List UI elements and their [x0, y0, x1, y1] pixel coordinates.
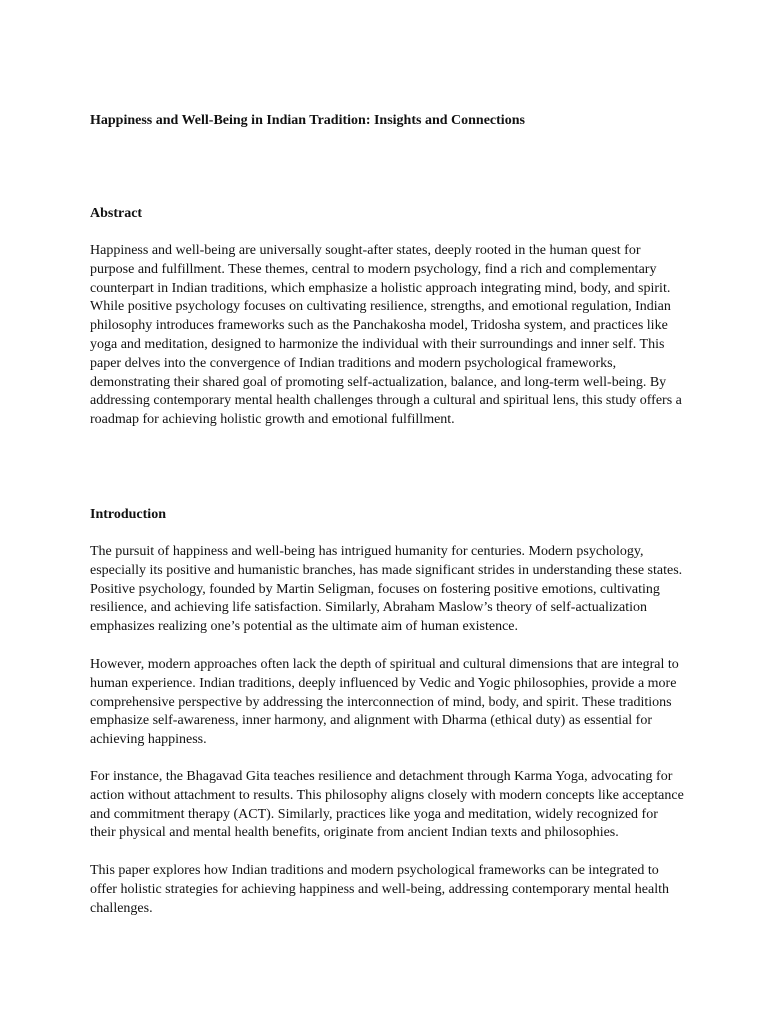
text-line: roadmap for achieving holistic growth and emotional fulfillment.	[90, 412, 455, 428]
abstract-heading: Abstract	[90, 206, 143, 221]
introduction-heading: Introduction	[90, 507, 166, 522]
text-line: demonstrating their shared goal of promoting self-actualization, balance, and long-term well-being. By	[90, 374, 667, 390]
text-line: The pursuit of happiness and well-being has intrigued humanity for centuries. Modern psychology,	[90, 544, 644, 559]
text-line: offer holistic strategies for achieving happiness and well-being, addressing contemporary mental health	[90, 881, 670, 897]
text-line: achieving happiness.	[90, 732, 207, 748]
text-line: human experience. Indian traditions, deeply influenced by Vedic and Yogic philosophies, provide a more	[90, 675, 677, 691]
text-line: Positive psychology, founded by Martin Seligman, focuses on fostering positive emotions, cultivating	[90, 581, 660, 597]
text-line: yoga and meditation, designed to harmonize the individual with their surroundings and inner self. This	[90, 336, 665, 352]
introduction-paragraph-1	[90, 543, 683, 637]
text-line: purpose and fulfillment. These themes, central to modern psychology, find a rich and complementary	[90, 261, 657, 277]
text-line: paper delves into the convergence of Indian traditions and modern psychological frameworks,	[90, 355, 617, 371]
text-line: Happiness and well-being are universally sought-after states, deeply rooted in the human quest for	[90, 243, 641, 258]
text-line: While positive psychology focuses on cultivating resilience, strengths, and emotional regulation, Indian	[90, 299, 671, 315]
text-line: This paper explores how Indian traditions and modern psychological frameworks can be integrated to	[90, 863, 659, 878]
abstract-paragraph	[90, 242, 680, 430]
text-line: challenges.	[90, 900, 153, 916]
introduction-paragraph-3	[90, 768, 684, 843]
text-line: and commitment therapy (ACT). Similarly, practices like yoga and meditation, widely recognized for	[90, 806, 658, 822]
text-line: emphasizes realizing one’s potential as the ultimate aim of human existence.	[90, 619, 519, 635]
text-line: For instance, the Bhagavad Gita teaches resilience and detachment through Karma Yoga, advocating for	[90, 769, 673, 784]
text-line: addressing contemporary mental health challenges through a cultural and spiritual lens, this study offers a	[90, 393, 682, 409]
introduction-paragraph-2	[90, 656, 680, 750]
text-line: action without attachment to results. This philosophy aligns closely with modern concepts like acceptance	[90, 787, 684, 803]
text-line: resilience, and achieving life satisfaction. Similarly, Abraham Maslow’s theory of self-actualization	[90, 600, 647, 616]
text-line: comprehensive perspective by addressing the interconnection of mind, body, and spirit. These traditions	[90, 694, 672, 710]
text-line: their physical and mental health benefits, originate from ancient Indian texts and philosophies.	[90, 825, 619, 841]
document-title: Happiness and Well-Being in Indian Tradition: Insights and Connections	[90, 113, 525, 128]
text-line: emphasize self-awareness, inner harmony, and alignment with Dharma (ethical duty) as essential for	[90, 713, 653, 729]
text-line: However, modern approaches often lack the depth of spiritual and cultural dimensions that are integral to	[90, 657, 679, 672]
introduction-paragraph-4	[90, 862, 680, 918]
text-line: counterpart in Indian traditions, which emphasize a holistic approach integrating mind, body, and spirit.	[90, 280, 671, 296]
text-line: especially its positive and humanistic branches, has made significant strides in understanding these states.	[90, 562, 683, 578]
text-line: philosophy introduces frameworks such as the Panchakosha model, Tridosha system, and practices like	[90, 318, 668, 334]
